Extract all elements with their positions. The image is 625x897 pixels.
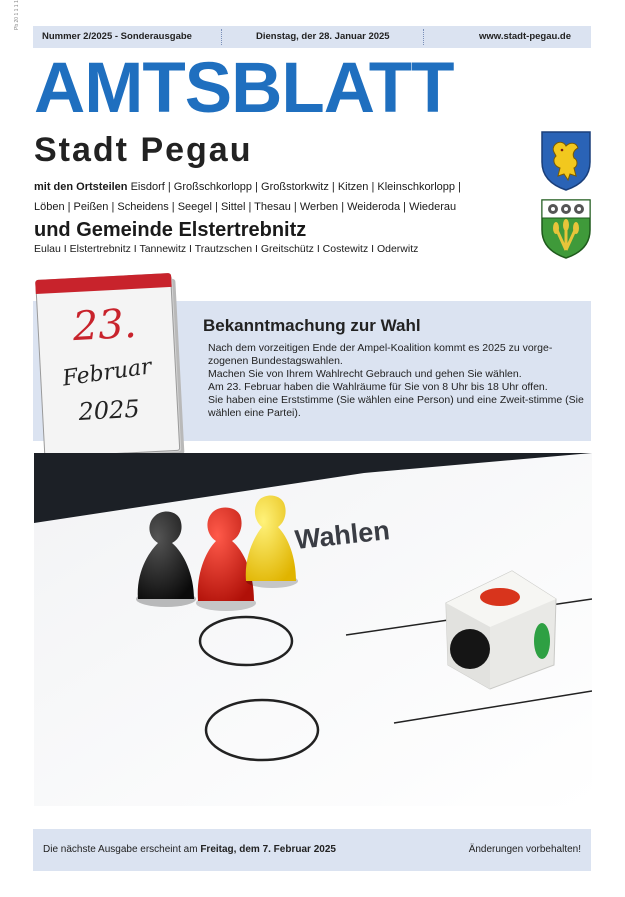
masthead-title: AMTSBLATT: [34, 49, 454, 128]
notice-paragraph: Sie haben eine Erststimme (Sie wählen eine Person) und eine Zweit-stimme (Sie wählen eine Partei).: [208, 394, 584, 419]
city-name: Stadt Pegau: [34, 131, 253, 169]
districts-line-2: Löben | Peißen | Scheidens | Seegel | Sittel | Thesau | Werben | Weideroda | Wiederau: [34, 201, 457, 213]
calendar-graphic: [35, 272, 195, 470]
footer-bar: [33, 829, 591, 871]
notice-paragraph: Am 23. Februar haben die Wahlräume für Sie von 8 Uhr bis 18 Uhr offen.: [208, 381, 548, 393]
elstertrebnitz-coat-of-arms-icon: [540, 198, 592, 260]
municipality-districts: Eulau I Elstertrebnitz I Tannewitz I Trautzschen I Greitschütz I Costewitz I Oderwitz: [34, 243, 419, 255]
notice-paragraph: Machen Sie von Ihrem Wahlrecht Gebrauch und gehen Sie wählen.: [208, 368, 522, 380]
issue-date: Dienstag, der 28. Januar 2025: [256, 31, 390, 42]
next-issue-date: Freitag, dem 7. Februar 2025: [200, 844, 336, 855]
notice-body: [208, 342, 588, 420]
districts-line-1: [34, 181, 461, 193]
calendar-month: Februar: [61, 354, 154, 392]
disclaimer: Änderungen vorbehalten!: [468, 844, 581, 855]
pegau-coat-of-arms-icon: [540, 130, 592, 192]
ballot-word: Wahlen: [293, 515, 392, 555]
districts-list-1: Eisdorf | Großschkorlopp | Großstorkwitz | Kitzen | Kleinschkorlopp |: [127, 181, 461, 193]
calendar-year: 2025: [77, 394, 141, 426]
ballot-scene-illustration: [34, 453, 592, 806]
next-issue-note: [43, 844, 336, 855]
header-bar: [33, 26, 591, 48]
next-issue-prefix: Die nächste Ausgabe erscheint am: [43, 844, 201, 855]
website-link[interactable]: www.stadt-pegau.de: [479, 31, 572, 42]
notice-title: Bekanntmachung zur Wahl: [203, 316, 421, 335]
election-photo: [34, 453, 592, 806]
divider: [221, 29, 222, 45]
side-code: Pb 20 1 1 1 1: [14, 0, 20, 30]
issue-number: Nummer 2/2025 - Sonderausgabe: [42, 31, 192, 42]
notice-paragraph: Nach dem vorzeitigen Ende der Ampel-Koalition kommt es 2025 zu vorge-zogenen Bundestagswahlen.: [208, 342, 553, 367]
municipality-title: und Gemeinde Elstertrebnitz: [34, 219, 307, 241]
districts-intro: mit den Ortsteilen: [34, 181, 128, 193]
divider: [423, 29, 424, 45]
calendar-day: 23.: [71, 300, 138, 351]
